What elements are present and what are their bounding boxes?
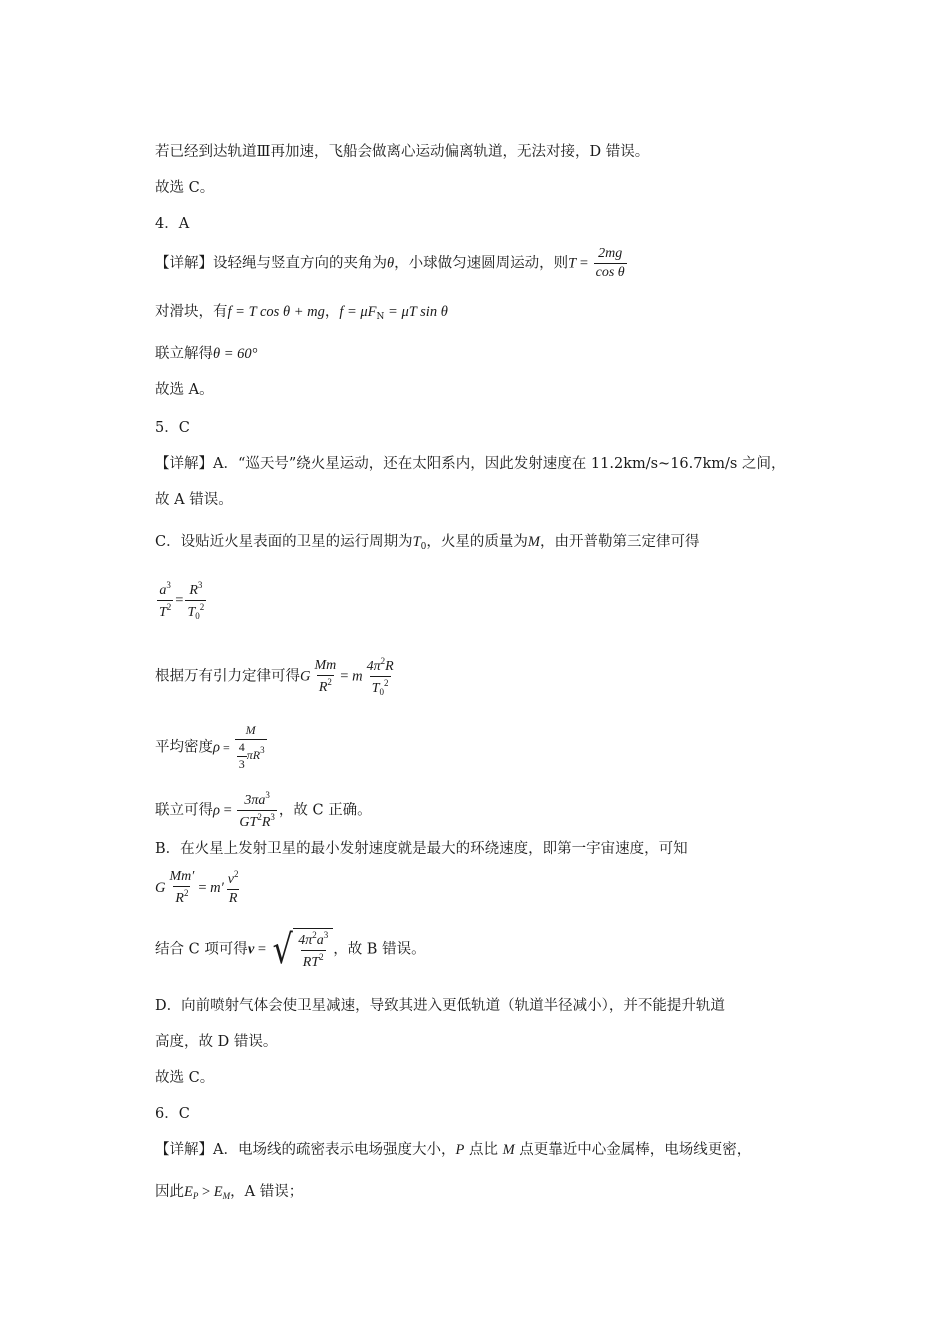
q4-solve-line [155,346,257,363]
q6-a-text-c: 点更靠近中心金属棒，电场线更密， [514,1142,752,1158]
sqrt-sign: √ [272,926,293,973]
text-line-2: 故选 C。 [155,180,215,196]
q6-a-line-2 [155,1184,303,1202]
q6-a-text-b: 点比 [464,1142,503,1158]
q5-c-text-c: ，由开普勒第三定律可得 [540,534,700,550]
sqrt-expression [270,928,334,971]
q4-slider-text: 对滑块，有 [155,304,228,320]
q5-b-combine-line: 结合 C 项可得v = √ $\frac{4\pi^2a^3}{RT^2}$ ，故 B 错误。 [155,926,426,973]
q6-EP: E [184,1184,193,1200]
q4-answer: θ = 60° [213,346,258,362]
q5-grav-text: 根据万有引力定律可得 [155,668,300,685]
q6-EP-sub: P [192,1191,199,1201]
q6-M: M [502,1142,515,1158]
q4-choose: 故选 A。 [155,382,214,398]
q5-density-line: 平均密度ρ = M $\frac{4}{3}$ $\pi R^3$ [155,723,265,771]
b-left-den: $R^2$ [175,888,189,907]
density-den: $\frac{4}{3}$ $\pi R^3$ [235,739,267,772]
b-left-num: Mm′ [169,869,195,884]
grav-left-num: Mm [314,657,337,673]
q5-d-line-2: 高度，故 D 错误。 [155,1034,278,1050]
density-num: M [245,723,256,737]
combine-den: $GT^2R^3$ [239,812,275,831]
kepler-right-fraction [185,580,206,621]
q5-b-equation: G $\frac{Mm'}{R^2}$ = m′ $\frac{v^2}{R}$ [155,869,239,907]
sqrt-den: $RT^2$ [302,952,324,971]
q5-c-text-a: C．设贴近火星表面的卫星的运行周期为 [155,534,413,550]
q6-gt: > [198,1184,214,1200]
grav-right-num: $4\pi^2R$ [366,656,394,674]
combine-fraction [237,790,276,831]
q5-gravitation-line: 根据万有引力定律可得G $\frac{Mm}{R^2}$ = m $\frac{4\pi^2R}{T_0^2}$ [155,656,394,698]
sqrt-num: $4\pi^2a^3$ [298,930,329,948]
b-right-fraction [226,869,241,907]
question-6-header: 6．C [155,1106,190,1122]
q4-formula-2: f = μF [339,304,377,320]
q5-a-line-2: 故 A 错误。 [155,492,233,508]
q5-b-wrong: ，故 B 错误。 [333,941,426,958]
q5-combine-text: 联立可得 [155,802,213,819]
q6-P: P [455,1142,465,1158]
q6-a-text-a: 【详解】A．电场线的疏密表示电场强度大小， [155,1142,456,1158]
b-right-den: R [228,891,238,907]
grav-right-fraction [365,656,396,697]
kepler-left-fraction [157,580,173,621]
q5-c-line-1 [155,534,700,553]
q5-b-combine-text: 结合 C 项可得 [155,941,248,958]
q5-c-M: M [527,534,540,550]
q5-b-line-1: B．在火星上发射卫星的最小发射速度就是最大的环绕速度，即第一宇宙速度，可知 [155,841,688,857]
q5-choose: 故选 C。 [155,1070,215,1086]
q6-EM: E [213,1184,223,1200]
kepler-right-den: $T_0^2$ [187,602,205,622]
q5-c-T: T [412,534,421,550]
q4-T: T [568,255,577,272]
q6-a2-text-b: ，A 错误； [230,1184,304,1200]
q4-comma: ， [324,304,340,320]
q4-formula-1: f = T cos θ + mg [227,304,325,320]
q4-detail-line [155,246,629,281]
q5-c-T-sub: 0 [420,542,427,552]
q5-a-line-1: 【详解】A．“巡天号”绕火星运动，还在太阳系内，因此发射速度在 11.2km/s~16.7km/s 之间， [155,456,786,472]
text-line-1: 若已经到达轨道Ⅲ再加速，飞船会做离心运动偏离轨道，无法对接，D 错误。 [155,144,650,160]
density-fraction [235,724,267,771]
q4-slider-line [155,304,448,323]
q4-formula-2-sub: N [376,312,385,322]
q4-solve-text: 联立解得 [155,346,213,362]
kepler-left-num: $a^3$ [159,580,171,599]
q4-fraction [594,246,627,281]
question-4-header: 4．A [155,216,190,232]
q4-eq: = [576,255,592,272]
q5-combine-line: 联立可得ρ = $\frac{3\pi a^3}{GT^2R^3}$ ，故 C 正确。 [155,790,372,831]
grav-left-den: $R^2$ [318,676,332,695]
q4-frac-num: 2mg [598,246,623,261]
q5-c-text-b: ，火星的质量为 [426,534,528,550]
q4-detail-text-b: ，小球做匀速圆周运动，则 [394,255,569,272]
q4-frac-den: cos θ [595,265,625,281]
q5-c-correct: ，故 C 正确。 [278,802,372,819]
q5-kepler-equation: $\frac{a^3}{T^2}$ = $\frac{R^3}{T_0^2}$ [159,580,205,622]
q6-a-line-1 [155,1142,751,1159]
grav-right-den: $T_0^2$ [371,678,389,698]
q4-theta: θ [387,255,395,272]
kepler-right-num: $R^3$ [189,580,203,598]
b-left-fraction [167,869,196,907]
combine-num: $3\pi a^3$ [244,790,270,808]
grav-left-fraction [312,658,338,696]
b-right-num: $v^2$ [227,869,239,887]
q5-density-text: 平均密度 [155,739,213,756]
q4-formula-3: = μT sin θ [384,304,448,320]
q5-d-line-1: D．向前喷射气体会使卫星减速，导致其进入更低轨道（轨道半径减小），并不能提升轨道 [155,998,725,1014]
kepler-left-den: $T^2$ [159,602,172,621]
q6-a2-text-a: 因此 [155,1184,184,1200]
q6-EM-sub: M [222,1191,231,1201]
question-5-header: 5．C [155,420,190,436]
q4-detail-text-a: 【详解】设轻绳与竖直方向的夹角为 [155,255,387,272]
